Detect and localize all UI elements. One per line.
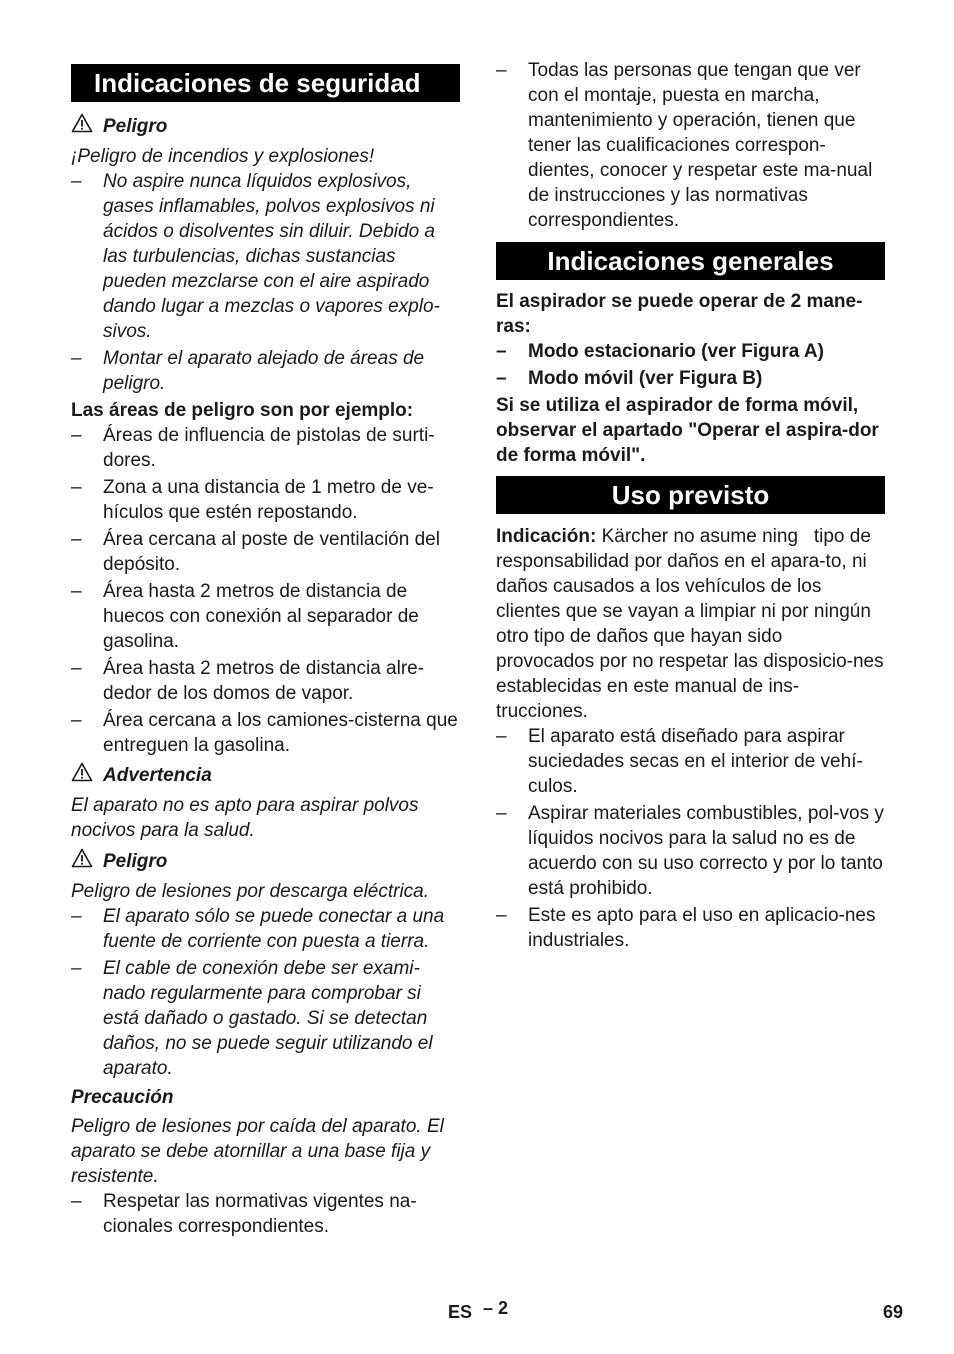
danger-callout-title-2 [71,848,460,875]
dash-bullet-icon: – [71,1191,82,1212]
dash-bullet-icon: – [496,726,507,747]
dash-bullet-icon: – [496,368,507,389]
right-column [496,58,885,953]
list-item [71,579,460,654]
caution-list [71,1189,460,1239]
danger-label: Peligro [103,116,168,137]
dash-bullet-icon: – [71,906,82,927]
list-item-text: Área cercana a los camiones-cisterna que entreguen la gasolina. [103,710,458,756]
list-item [71,423,460,473]
danger-list [71,169,460,396]
warning-triangle-icon [71,762,103,789]
list-item [71,956,460,1081]
list-item-text: Aspirar materiales combustibles, pol-vos y líquidos nocivos para la salud no es de acuerdo con su uso correcto y por lo tanto está prohibido. [528,803,884,899]
dash-bullet-icon: – [71,348,82,369]
list-item [71,346,460,396]
list-item-text: Área hasta 2 metros de distancia alre-dedor de los domos de vapor. [103,658,425,704]
warning-callout-title [71,762,460,789]
caution-label: Precaución [71,1087,174,1108]
list-item-text: Este es apto para el uso en aplicacio-nes industriales. [528,905,876,951]
list-item [496,58,885,233]
warning-triangle-icon [71,848,103,875]
list-item-text: Montar el aparato alejado de áreas de peligro. [103,348,425,394]
dash-bullet-icon: – [71,171,82,192]
section-heading-general: Indicaciones generales [496,242,885,280]
dash-bullet-icon: – [71,710,82,731]
dash-bullet-icon: – [71,581,82,602]
list-item-text: El cable de conexión debe ser exami-nado regularmente para comprobar si está dañado o gastado. Si se detectan daños, no se puede seguir utilizando el aparato. [103,958,433,1079]
dash-bullet-icon: – [71,425,82,446]
warning-triangle-icon [71,113,103,140]
dash-bullet-icon: – [71,658,82,679]
list-item [496,366,885,391]
warning-text: El aparato no es apto para aspirar polvos nocivos para la salud. [71,795,419,841]
dash-bullet-icon: – [496,905,507,926]
list-item-text: Respetar las normativas vigentes na-cionales correspondientes. [103,1191,417,1237]
intended-use-paragraph [496,524,885,724]
qualification-list [496,58,885,233]
list-item [496,801,885,901]
general-intro: El aspirador se puede operar de 2 mane-ras: [496,291,863,337]
danger-label-2: Peligro [103,851,168,872]
list-item-text: El aparato está diseñado para aspirar suciedades secas en el interior de vehí-culos. [528,726,863,797]
list-item [496,903,885,953]
dash-bullet-icon: – [71,529,82,550]
list-item [71,708,460,758]
list-item [71,1189,460,1239]
danger-callout-title [71,113,460,140]
dash-bullet-icon: – [496,803,507,824]
danger-text: ¡Peligro de incendios y explosiones! [71,146,375,167]
section-heading-intended-use: Uso previsto [496,476,885,514]
list-item-text: El aparato sólo se puede conectar a una fuente de corriente con puesta a tierra. [103,906,445,952]
list-item-text: Modo estacionario (ver Figura A) [528,341,824,362]
left-column [71,58,460,1239]
general-note: Si se utiliza el aspirador de forma móvil, observar el apartado "Operar el aspira-dor de forma móvil". [496,395,879,466]
list-item-text: Área cercana al poste de ventilación del depósito. [103,529,440,575]
list-item [71,904,460,954]
list-item [496,339,885,364]
caution-text: Peligro de lesiones por caída del aparato. El aparato se debe atornillar a una base fija y resistente. [71,1116,444,1187]
danger-areas-list [71,423,460,758]
list-item-text: No aspire nunca líquidos explosivos, gases inflamables, polvos explosivos ni ácidos o disolventes sin diluir. Debido a las turbulencias, dichas sustancias pueden mezclarse con el aire aspirado dando lugar a mezclas o vapores explo-sivos. [103,171,440,342]
danger-areas-title: Las áreas de peligro son por ejemplo: [71,400,414,421]
dash-bullet-icon: – [496,341,507,362]
warning-label: Advertencia [103,765,212,786]
intended-use-list [496,724,885,953]
danger-list-2 [71,904,460,1081]
local-page-number: – 2 [483,1298,509,1318]
list-item-text: Modo móvil (ver Figura B) [528,368,763,389]
list-item-text: Áreas de influencia de pistolas de surti-dores. [103,425,435,471]
list-item [496,724,885,799]
dash-bullet-icon: – [71,477,82,498]
list-item [71,527,460,577]
language-code: ES [448,1302,473,1322]
list-item-text: Todas las personas que tengan que ver con el montaje, puesta en marcha, mantenimiento y operación, tienen que tener las cualificaciones correspon-dientes, conocer y respetar este ma-nual de instrucciones y las normativas correspondientes. [528,60,873,231]
note-label: Indicación: [496,526,597,547]
list-item-text: Zona a una distancia de 1 metro de ve-hículos que estén repostando. [103,477,434,523]
list-item [71,656,460,706]
dash-bullet-icon: – [71,958,82,979]
page-footer [0,1296,954,1326]
operation-modes-list [496,339,885,391]
danger-text-2: Peligro de lesiones por descarga eléctrica. [71,881,430,902]
dash-bullet-icon: – [496,60,507,81]
list-item-text: Área hasta 2 metros de distancia de huecos con conexión al separador de gasolina. [103,581,419,652]
note-text: Kärcher no asume ning tipo de responsabilidad por daños en el apara-to, ni daños causados a los vehículos de los clientes que se vayan a limpiar ni por ningún otro tipo de daños que hayan sido provocados por no respetar las disposicio-nes establecidas en este manual de ins-trucciones. [496,526,884,722]
list-item [71,169,460,344]
page-number: 69 [883,1302,904,1322]
section-heading-safety: Indicaciones de seguridad [71,64,460,102]
list-item [71,475,460,525]
